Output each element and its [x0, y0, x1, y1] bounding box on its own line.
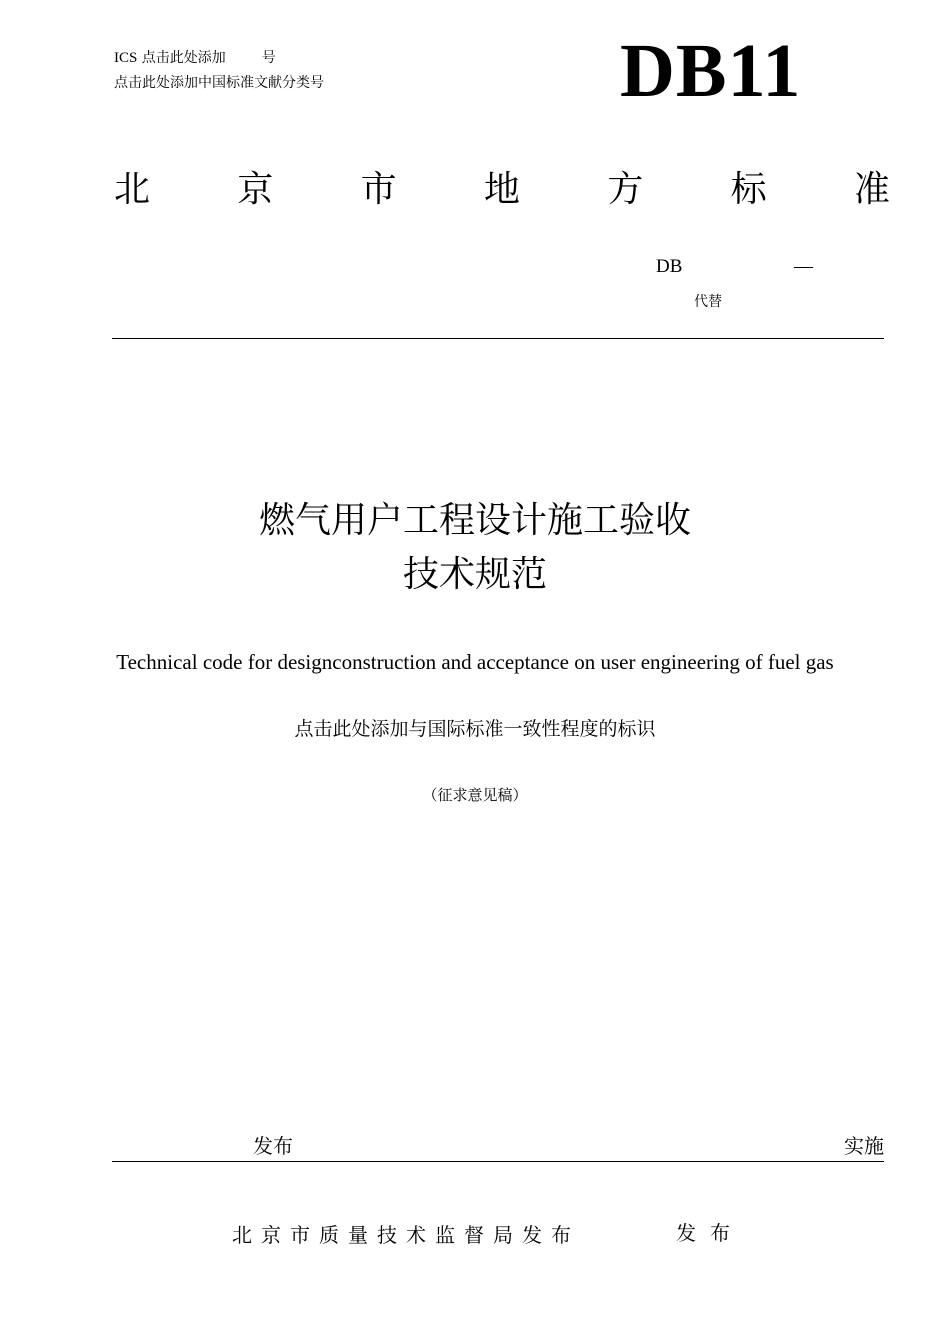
standard-type-char: 方 — [607, 169, 644, 210]
issuing-authority: 北京市质量技术监督局发布 — [232, 1223, 580, 1247]
footer-divider — [112, 1161, 884, 1162]
ics-number-line — [114, 48, 276, 68]
standard-number[interactable] — [656, 254, 826, 280]
document-title-line2: 技术规范 — [402, 554, 547, 595]
standard-type-char: 市 — [360, 169, 397, 210]
draft-status: （征求意见稿） — [422, 786, 528, 804]
consistency-placeholder[interactable]: 点击此处添加与国际标准一致性程度的标识 — [294, 718, 656, 740]
replaces-label: 代替 — [694, 294, 722, 310]
document-title-line1: 燃气用户工程设计施工验收 — [258, 500, 691, 541]
standard-type-title — [114, 166, 890, 214]
standard-type-char: 标 — [730, 169, 767, 210]
english-title: Technical code for designconstruction and acceptance on user engineering of fuel gas — [116, 650, 834, 674]
ccs-classification-placeholder[interactable]: 点击此处添加中国标准文献分类号 — [114, 75, 324, 91]
ics-suffix: 号 — [261, 50, 276, 66]
standard-type-char: 准 — [853, 169, 890, 210]
standard-number-prefix: DB — [656, 256, 683, 277]
header-divider — [112, 338, 884, 339]
standard-type-char: 北 — [114, 169, 151, 210]
ics-prefix: ICS — [114, 50, 138, 66]
db11-logo: DB11 — [620, 29, 802, 113]
standard-type-char: 京 — [237, 169, 274, 210]
implementation-date-label[interactable]: 实施 — [844, 1134, 884, 1158]
standard-type-char: 地 — [483, 169, 520, 210]
standard-number-dash: — — [794, 256, 813, 277]
document-title — [0, 494, 950, 602]
issuing-suffix: 发布 — [676, 1221, 744, 1245]
ics-placeholder[interactable]: 点击此处添加 — [141, 50, 226, 66]
issue-date-label[interactable]: 发布 — [253, 1134, 293, 1158]
